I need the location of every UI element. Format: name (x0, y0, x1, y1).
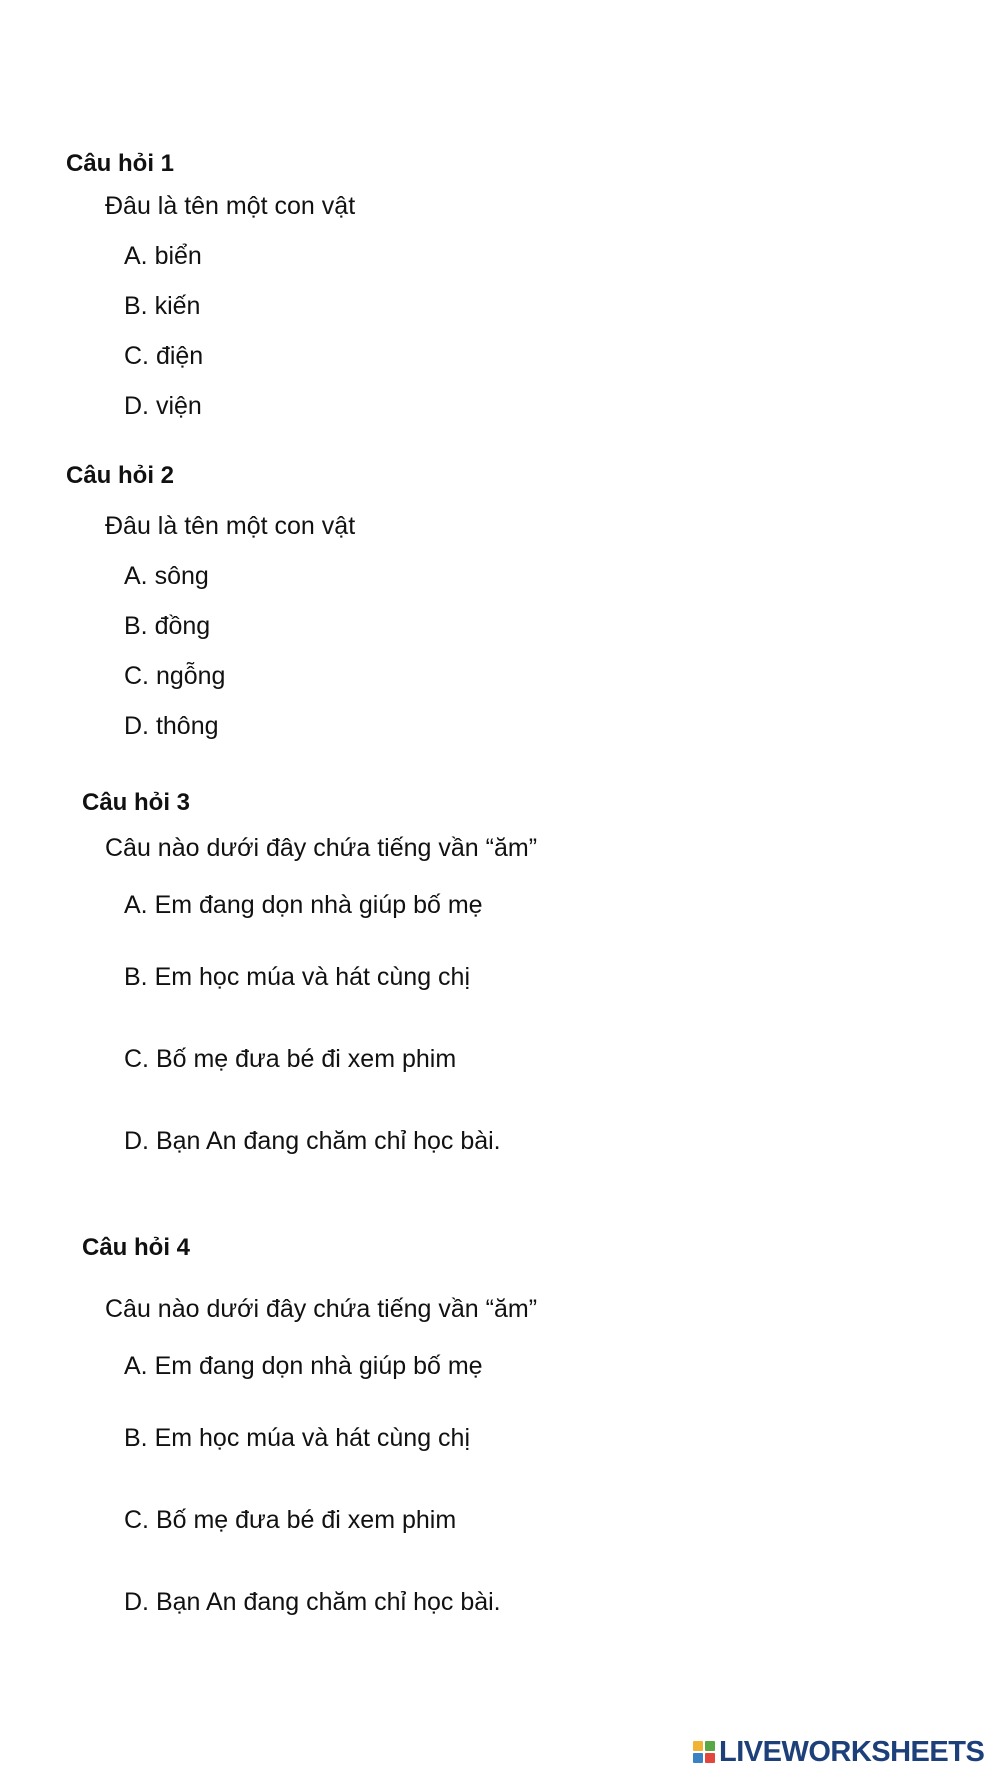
option-a[interactable]: A. Em đang dọn nhà giúp bố mẹ (124, 1352, 483, 1380)
logo-text: LIVEWORKSHEETS (719, 1736, 985, 1768)
option-c[interactable]: C. Bố mẹ đưa bé đi xem phim (124, 1045, 457, 1073)
option-d[interactable]: D. Bạn An đang chăm chỉ học bài. (124, 1588, 501, 1616)
option-b[interactable]: B. đồng (124, 612, 211, 640)
question-title: Câu hỏi 4 (82, 1234, 191, 1261)
option-b[interactable]: B. Em học múa và hát cùng chị (124, 963, 471, 991)
option-c[interactable]: C. điện (124, 342, 204, 370)
question-prompt: Câu nào dưới đây chứa tiếng vần “ăm” (105, 1295, 538, 1323)
option-a[interactable]: A. biển (124, 242, 202, 270)
option-a[interactable]: A. Em đang dọn nhà giúp bố mẹ (124, 891, 483, 919)
liveworksheets-logo (693, 1737, 984, 1767)
logo-square-icon (705, 1753, 715, 1763)
logo-square-icon (705, 1741, 715, 1751)
question-prompt: Đâu là tên một con vật (105, 512, 356, 540)
option-d[interactable]: D. viện (124, 392, 202, 420)
option-b[interactable]: B. kiến (124, 292, 201, 320)
option-a[interactable]: A. sông (124, 562, 209, 590)
option-b[interactable]: B. Em học múa và hát cùng chị (124, 1424, 471, 1452)
question-title: Câu hỏi 3 (82, 789, 191, 816)
question-prompt: Câu nào dưới đây chứa tiếng vần “ăm” (105, 834, 538, 862)
logo-square-icon (693, 1741, 703, 1751)
logo-square-icon (693, 1753, 703, 1763)
logo-squares-icon (693, 1741, 715, 1763)
option-c[interactable]: C. ngỗng (124, 662, 226, 690)
option-d[interactable]: D. thông (124, 712, 219, 740)
question-prompt: Đâu là tên một con vật (105, 192, 356, 220)
option-c[interactable]: C. Bố mẹ đưa bé đi xem phim (124, 1506, 457, 1534)
option-d[interactable]: D. Bạn An đang chăm chỉ học bài. (124, 1127, 501, 1155)
question-title: Câu hỏi 1 (66, 150, 175, 177)
question-title: Câu hỏi 2 (66, 462, 175, 489)
